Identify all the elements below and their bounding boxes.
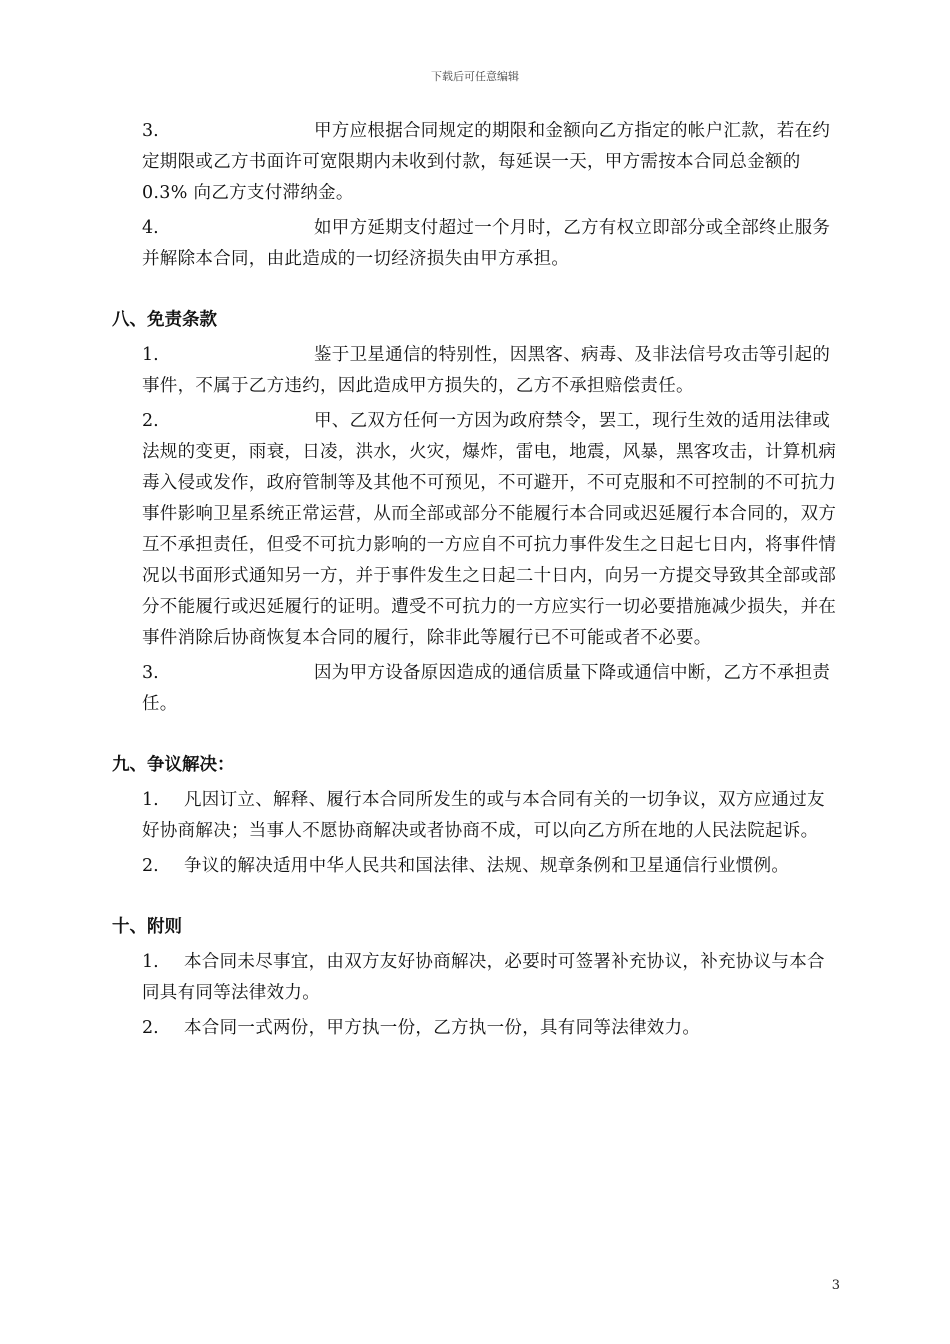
clause-8-3 (142, 658, 842, 720)
clause-number: 4. (142, 218, 159, 238)
clause-text: 如甲方延期支付超过一个月时，乙方有权立即部分或全部终止服务并解除本合同，由此造成的一切经济损失由甲方承担。 (142, 218, 831, 269)
clause-text: 本合同一式两份，甲方执一份，乙方执一份，具有同等法律效力。 (184, 1018, 701, 1038)
clause-9-1 (142, 785, 842, 847)
section-9-title: 九、争议解决： (112, 755, 235, 775)
clause-number: 2. (142, 856, 159, 876)
clause-10-1 (142, 947, 842, 1009)
clause-8-2 (142, 406, 842, 654)
clause-number: 2. (142, 411, 159, 431)
clause-8-1 (142, 340, 842, 402)
clause-text: 鉴于卫星通信的特别性，因黑客、病毒、及非法信号攻击等引起的事件，不属于乙方违约，因此造成甲方损失的，乙方不承担赔偿责任。 (142, 345, 831, 396)
clause-number: 1. (142, 790, 159, 810)
section10-list (142, 947, 842, 1044)
section-10-title: 十、附则 (112, 917, 182, 937)
page-header-note: 下载后可任意编辑 (431, 70, 519, 83)
clause-text: 甲、乙双方任何一方因为政府禁令，罢工，现行生效的适用法律或法规的变更，雨衰，日凌，洪水，火灾，爆炸，雷电，地震，风暴，黑客攻击，计算机病毒入侵或发作，政府管制等及其他不可预见，不可避开，不可克服和不可控制的不可抗力事件影响卫星系统正常运营，从而全部或部分不能履行本合同或迟延履行本合同的，双方互不承担责任，但受不可抗力影响的一方应自不可抗力事件发生之日起七日内，将事件情况以书面形式通知另一方，并于事件发生之日起二十日内，向另一方提交导致其全部或部分不能履行或迟延履行的证明。遭受不可抗力的一方应实行一切必要措施减少损失，并在事件消除后协商恢复本合同的履行，除非此等履行已不可能或者不必要。 (142, 411, 837, 648)
clause-number: 3. (142, 663, 159, 683)
section-8-title: 八、免责条款 (112, 310, 217, 330)
clause-text: 本合同未尽事宜，由双方友好协商解决，必要时可签署补充协议，补充协议与本合同具有同等法律效力。 (142, 952, 825, 1003)
clause-text: 凡因订立、解释、履行本合同所发生的或与本合同有关的一切争议，双方应通过友好协商解决；当事人不愿协商解决或者协商不成，可以向乙方所在地的人民法院起诉。 (142, 790, 825, 841)
clause-number: 2. (142, 1018, 159, 1038)
clause-7-3 (142, 116, 842, 209)
clause-number: 3. (142, 121, 159, 141)
section8-list (142, 340, 842, 720)
section9-list (142, 785, 842, 882)
clause-text: 甲方应根据合同规定的期限和金额向乙方指定的帐户汇款，若在约定期限或乙方书面许可宽限期内未收到付款，每延误一天，甲方需按本合同总金额的 0.3% 向乙方支付滞纳金。 (142, 121, 831, 203)
clause-10-2 (142, 1013, 842, 1044)
document-body (112, 116, 842, 1044)
section7-tail-list (142, 116, 842, 275)
clause-number: 1. (142, 952, 159, 972)
clause-9-2 (142, 851, 842, 882)
clause-7-4 (142, 213, 842, 275)
page-number: 3 (831, 1278, 840, 1293)
clause-text: 争议的解决适用中华人民共和国法律、法规、规章条例和卫星通信行业惯例。 (184, 856, 790, 876)
clause-number: 1. (142, 345, 159, 365)
clause-text: 因为甲方设备原因造成的通信质量下降或通信中断，乙方不承担责任。 (142, 663, 831, 714)
